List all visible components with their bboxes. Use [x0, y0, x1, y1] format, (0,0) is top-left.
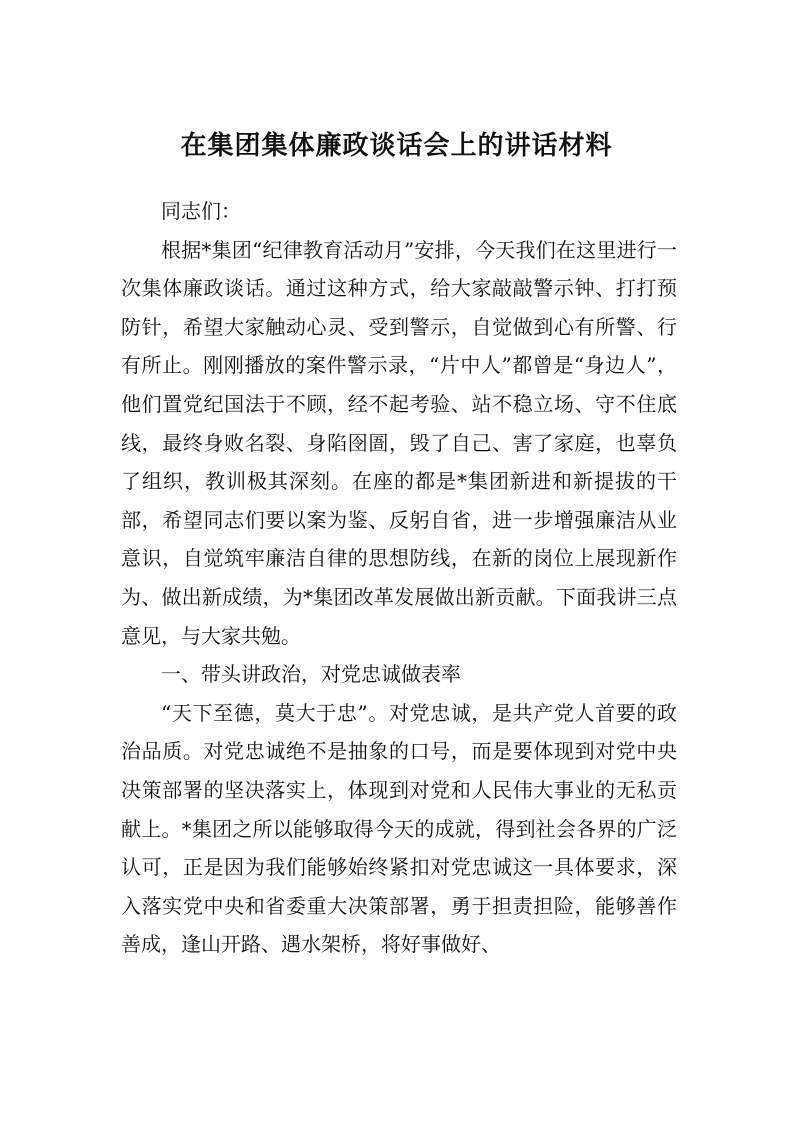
document-title: 在集团集体廉政谈话会上的讲话材料 [180, 131, 613, 161]
section-heading: 一、带头讲政治，对党忠诚做表率 [161, 662, 461, 687]
document-body [121, 192, 677, 964]
intro-paragraph: 根据*集团“纪律教育活动月”安排，今天我们在这里进行一次集体廉政谈话。通过这种方式，给大家敲敲警示钟、打打预防针，希望大家触动心灵、受到警示，自觉做到心有所警、行有所止。刚刚播放的案件警示录，“片中人”都曾是“身边人”，他们置党纪国法于不顾，经不起考验、站不稳立场、守不住底线，最终身败名裂、身陷囹圄，毁了自己、害了家庭，也辜负了组织，教训极其深刻。在座的都是*集团新进和新提拔的干部，希望同志们要以案为鉴、反躬自省，进一步增强廉洁从业意识，自觉筑牢廉洁自律的思想防线，在新的岗位上展现新作为、做出新成绩，为*集团改革发展做出新贡献。下面我讲三点意见，与大家共勉。 [121, 237, 677, 648]
salutation-paragraph: 同志们： [161, 199, 241, 223]
section-paragraph: “天下至德，莫大于忠”。对党忠诚，是共产党人首要的政治品质。对党忠诚绝不是抽象的口号，而是要体现到对党中央决策部署的坚决落实上，体现到对党和人民伟大事业的无私贡献上。*集团之所以能够取得今天的成就，得到社会各界的广泛认可，正是因为我们能够始终紧扣对党忠诚这一具体要求，深入落实党中央和省委重大决策部署，勇于担责担险，能够善作善成，逢山开路、遇水架桥，将好事做好、 [121, 700, 677, 957]
